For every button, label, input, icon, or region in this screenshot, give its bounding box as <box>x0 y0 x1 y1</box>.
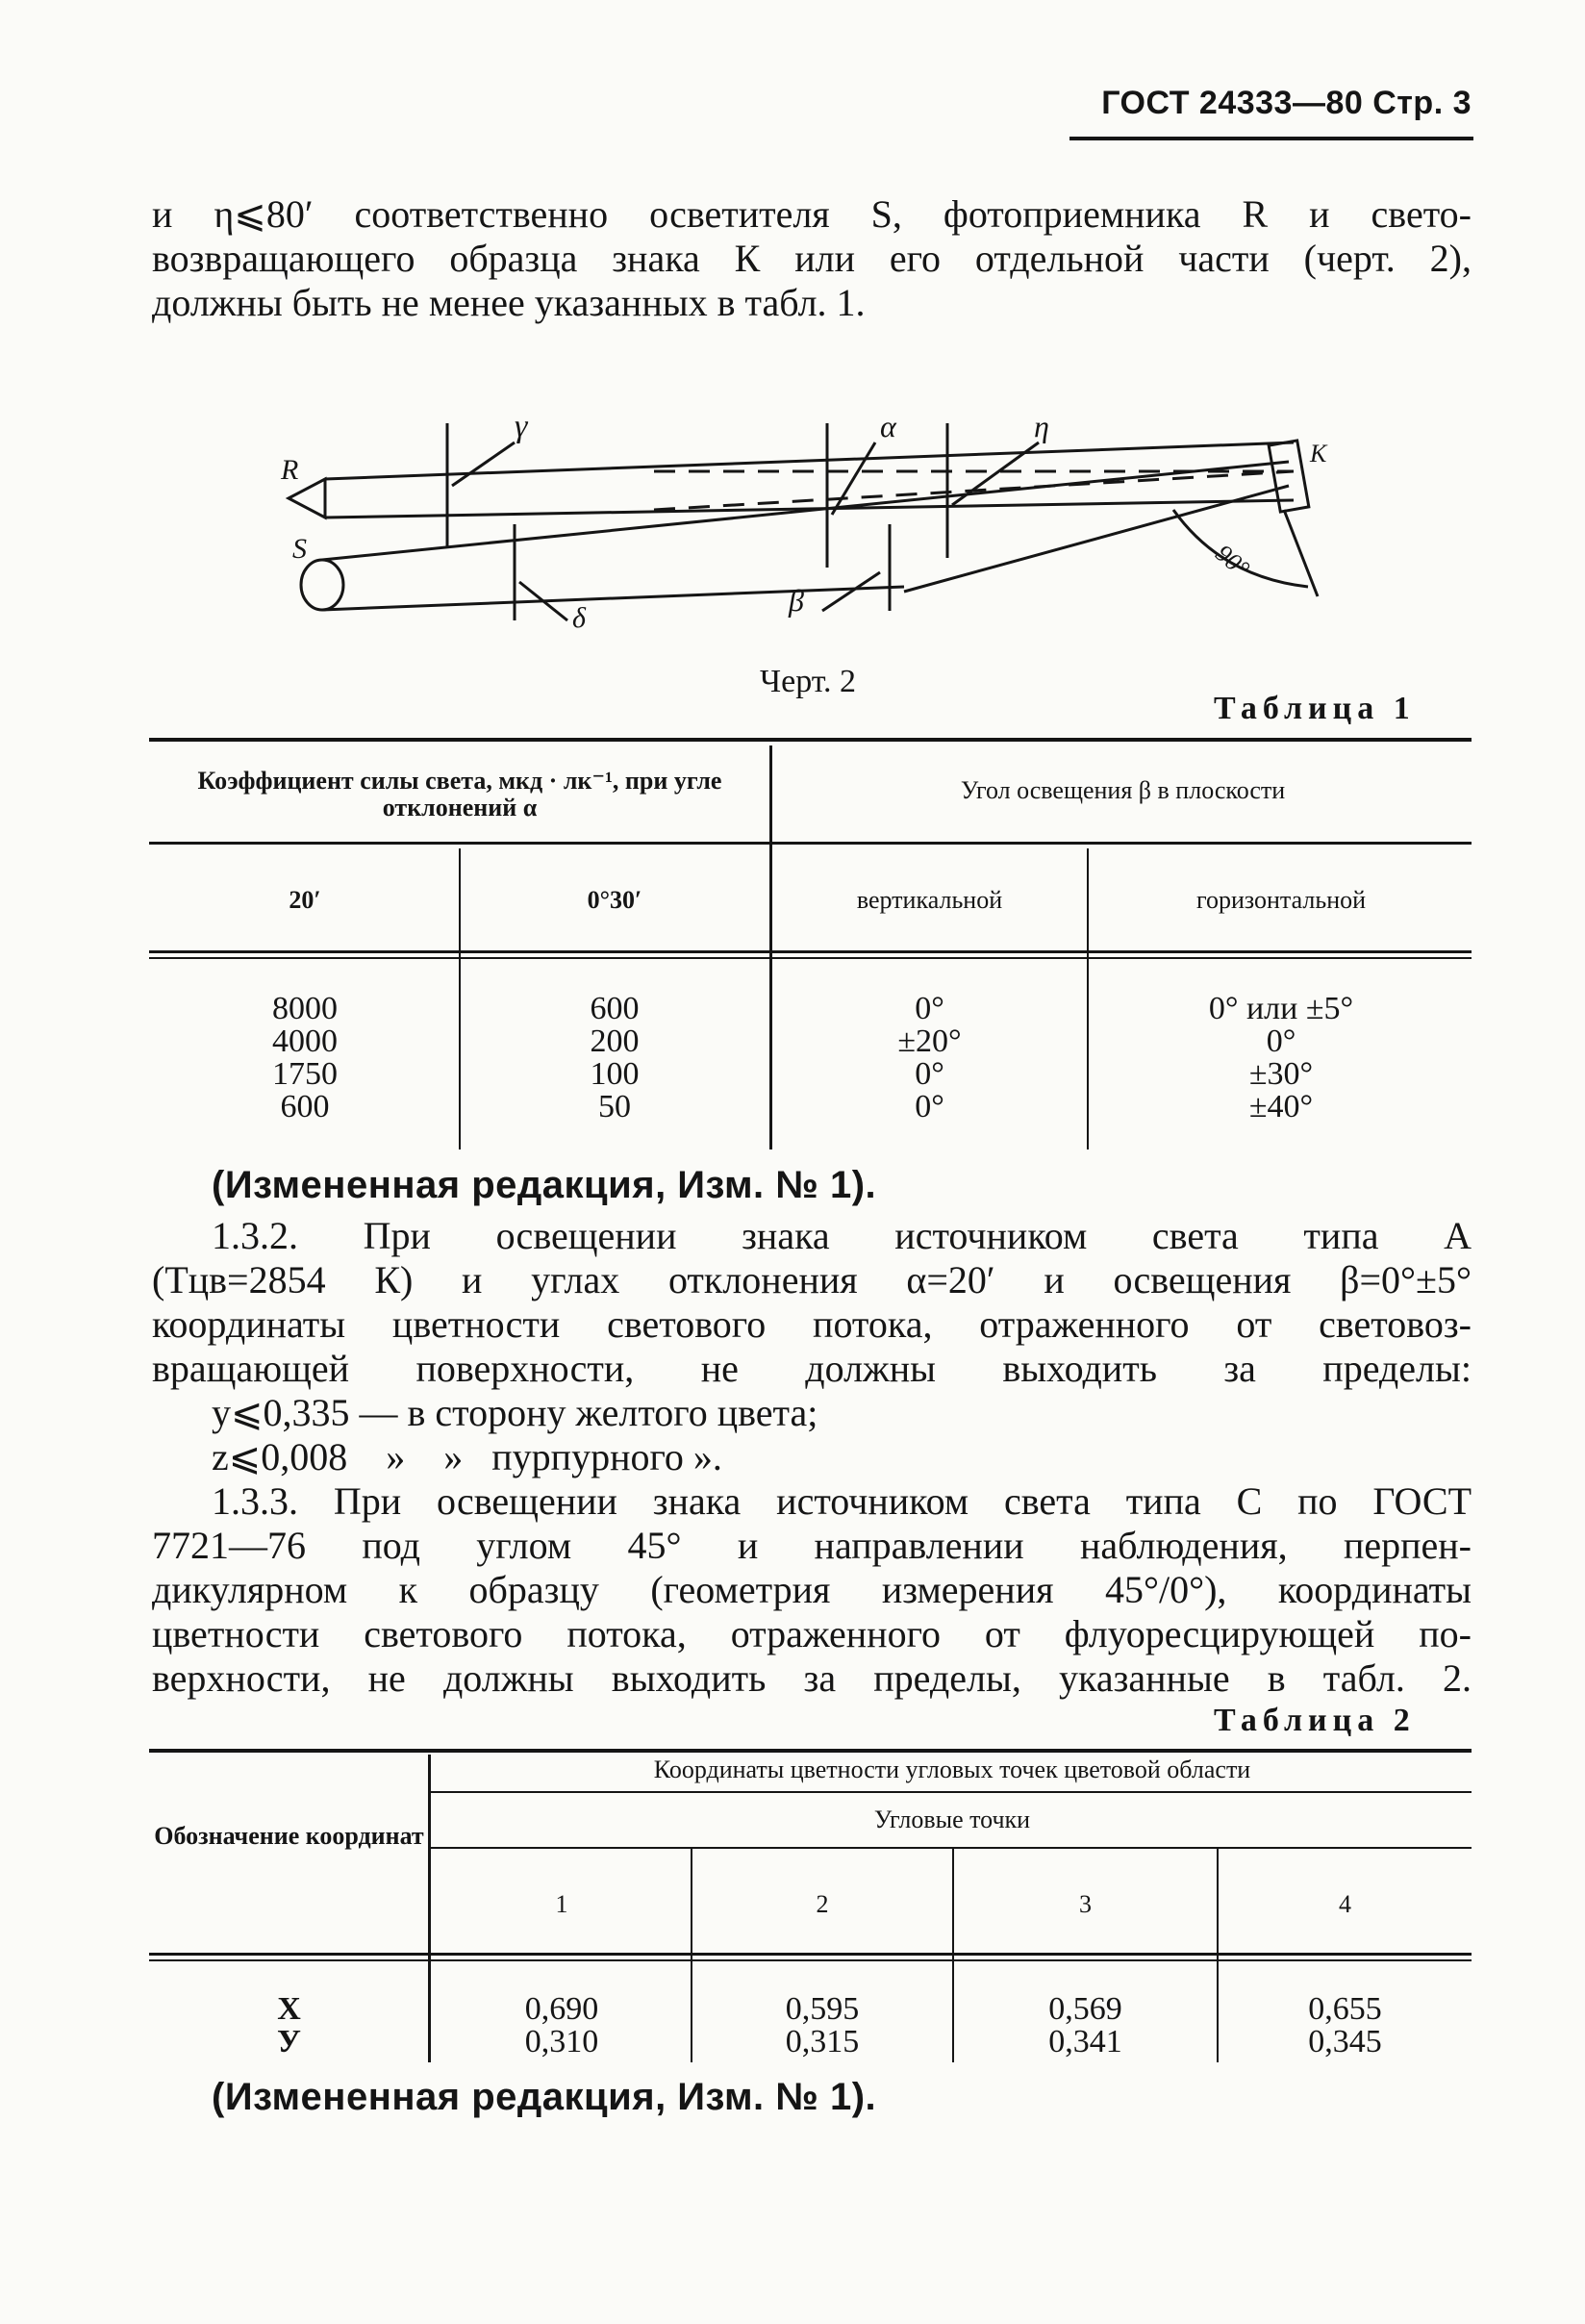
intro-paragraph <box>152 192 1472 325</box>
eta-leader <box>952 442 1039 505</box>
table2-mid-header: Угловые точки <box>873 1806 1031 1833</box>
table2-y-3: 0,341 <box>1048 2024 1122 2059</box>
table2-point-1: 1 <box>555 1890 568 1918</box>
label-K: K <box>1310 440 1327 467</box>
s132-line-1: 1.3.2. При освещении знака источником света типа А <box>212 1214 1472 1257</box>
label-R: R <box>281 454 299 486</box>
figure-caption: Черт. 2 <box>760 664 857 699</box>
table2-col-1 <box>433 1993 691 2059</box>
table2-x-3: 0,569 <box>1048 1991 1122 2027</box>
s132-z-line: z⩽0,008 » » пурпурного ». <box>212 1435 722 1478</box>
table2-left-header: Обозначение координат <box>154 1822 424 1850</box>
table2-col-2 <box>692 1993 952 2059</box>
table1-col1-r4: 600 <box>280 1089 330 1124</box>
table2-y-4: 0,345 <box>1308 2024 1382 2059</box>
label-alpha: α <box>880 409 896 443</box>
source-cylinder <box>301 560 343 610</box>
label-90: 90° <box>1210 539 1255 584</box>
table2-row-y-name: У <box>277 2024 301 2059</box>
table1-col2-r1: 600 <box>590 991 640 1026</box>
label-beta: β <box>789 583 804 618</box>
table2-vline-main <box>428 1755 431 2062</box>
table1-col2-r3: 100 <box>590 1056 640 1092</box>
receiver-beam-bottom <box>325 500 1294 518</box>
gamma-leader <box>452 442 515 486</box>
table1-vline-center <box>769 745 772 1149</box>
table2-x-2: 0,595 <box>785 1991 860 2027</box>
s133-line-5: верхности, не должны выходить за пределы, указанные в табл. 2. <box>152 1656 1472 1700</box>
table1-col4-r4: ±40° <box>1248 1089 1314 1124</box>
label-delta: δ <box>572 602 586 634</box>
s133-line-2: 7721—76 под углом 45° и направлении наблюдения, перпен- <box>152 1524 1472 1567</box>
table1-top-rule <box>149 738 1472 742</box>
table2-point-4: 4 <box>1339 1890 1351 1918</box>
table2-y-1: 0,310 <box>524 2024 599 2059</box>
label-S: S <box>292 533 307 565</box>
table1-sub-030: 0°30′ <box>587 886 642 914</box>
table2-col-3 <box>954 1993 1217 2059</box>
table2-y-2: 0,315 <box>785 2024 860 2059</box>
source-beam-bottom <box>322 587 904 610</box>
table2-top-rule <box>149 1749 1472 1753</box>
table2-rule-mid-header <box>431 1847 1472 1849</box>
table1-col3-r4: 0° <box>915 1089 944 1124</box>
intro-line-1: и η⩽80′ соответственно осветителя S, фотоприемника R и свето- <box>152 192 1472 236</box>
table1-col2 <box>462 993 767 1124</box>
table1-col1 <box>152 993 458 1124</box>
s133-line-1: 1.3.3. При освещении знака источником света типа С по ГОСТ <box>212 1479 1472 1523</box>
table1-col2-r2: 200 <box>590 1023 640 1059</box>
table1-col1-r2: 4000 <box>272 1023 338 1059</box>
table2-row-x-name: X <box>277 1991 301 2027</box>
table1-col3-r3: 0° <box>915 1056 944 1092</box>
amendment-note-1: (Измененная редакция, Изм. № 1). <box>212 1164 877 1206</box>
table1-title: Таблица 1 <box>1214 691 1416 726</box>
label-gamma: γ <box>515 409 528 444</box>
s133-line-3: дикулярном к образцу (геометрия измерения 45°/0°), координаты <box>152 1568 1472 1611</box>
table1-col4 <box>1091 993 1472 1124</box>
table2-point-2: 2 <box>816 1890 829 1918</box>
s132-line-2: (Тцв=2854 К) и углах отклонения α=20′ и освещения β=0°±5° <box>152 1258 1472 1301</box>
table1-col4-r2: 0° <box>1266 1023 1296 1059</box>
table2-col-4 <box>1219 1993 1472 2059</box>
table1-sub-vertical: вертикальной <box>856 886 1003 914</box>
table1-col2-r4: 50 <box>598 1089 631 1124</box>
table1-col1-r1: 8000 <box>272 991 338 1026</box>
table1-col4-r3: ±30° <box>1248 1056 1314 1092</box>
table2-title: Таблица 2 <box>1214 1703 1416 1738</box>
s133-line-4: цветности светового потока, отраженного от флуоресцирующей по- <box>152 1612 1472 1655</box>
table2-x-4: 0,655 <box>1308 1991 1382 2027</box>
table1-header-left: Коэффициент силы света, мкд · лк⁻¹, при угле отклонений α <box>197 767 722 821</box>
intro-line-3: должны быть не менее указанных в табл. 1. <box>152 281 866 324</box>
table1-col4-r1: 0° или ±5° <box>1208 991 1354 1026</box>
page-header: ГОСТ 24333—80 Стр. 3 <box>1101 85 1472 121</box>
table2-header-rule-a <box>149 1953 1472 1956</box>
section-132 <box>152 1214 1472 1701</box>
table1-mid-rule <box>149 842 1472 845</box>
table1-header-rule-b <box>149 957 1472 959</box>
table2-row-names <box>152 1993 426 2059</box>
s132-y-line: y⩽0,335 — в сторону желтого цвета; <box>212 1391 818 1434</box>
beta-leader <box>822 572 880 611</box>
table2-top-header: Координаты цветности угловых точек цветовой области <box>653 1756 1251 1783</box>
table1-vline-right <box>1087 848 1089 1149</box>
table1-col3-r1: 0° <box>915 991 944 1026</box>
table2-rule-top-header <box>431 1791 1472 1793</box>
table2-header-rule-b <box>149 1959 1472 1961</box>
s132-line-4: вращающей поверхности, не должны выходить за пределы: <box>152 1347 1472 1390</box>
table1-col1-r3: 1750 <box>272 1056 338 1092</box>
table1-col3 <box>774 993 1085 1124</box>
table1-header-rule-a <box>149 950 1472 953</box>
table1-vline-left <box>459 848 461 1149</box>
table1-sub-20: 20′ <box>289 886 321 914</box>
table1-col3-r2: ±20° <box>897 1023 962 1059</box>
table2-point-3: 3 <box>1079 1890 1092 1918</box>
amendment-note-2: (Измененная редакция, Изм. № 1). <box>212 2076 877 2118</box>
figure-diagram <box>0 404 1585 654</box>
label-eta: η <box>1034 409 1049 443</box>
table1-sub-horizontal: горизонтальной <box>1195 886 1367 914</box>
header-rule <box>1069 137 1473 140</box>
s132-line-3: координаты цветности светового потока, отраженного от световоз- <box>152 1302 1472 1346</box>
intro-line-2: возвращающего образца знака К или его отдельной части (черт. 2), <box>152 237 1472 280</box>
table2-x-1: 0,690 <box>524 1991 599 2027</box>
table1-header-right: Угол освещения β в плоскости <box>960 776 1286 804</box>
